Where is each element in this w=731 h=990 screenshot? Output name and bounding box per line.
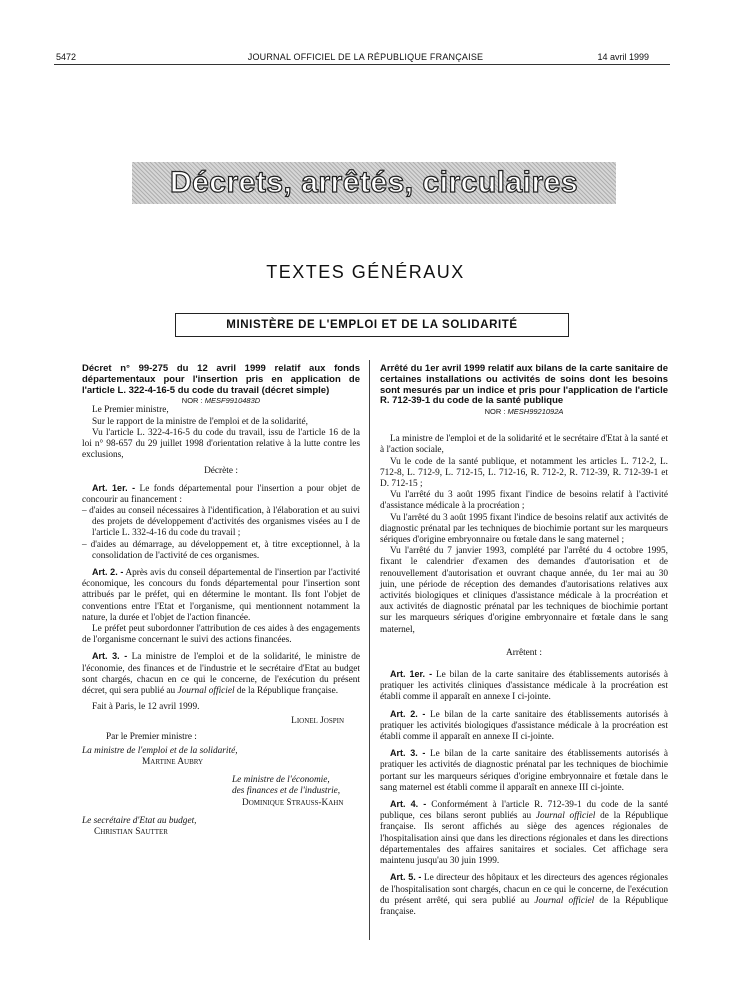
decree-article-3 bbox=[82, 651, 360, 697]
article-text: Le fonds départemental pour l'insertion a pour objet de concourir au financement : bbox=[82, 483, 361, 505]
list-item: – d'aides au démarrage, au développement et, à titre exceptionnel, à la consolidation de l'activité de ces organismes. bbox=[82, 539, 360, 561]
decree-article-2 bbox=[82, 567, 360, 624]
decree-article-1 bbox=[82, 483, 360, 506]
nor-value: MESH9921092A bbox=[507, 407, 564, 417]
decree-column bbox=[82, 364, 360, 838]
article-text: Le bilan de la carte sanitaire des établissements autorisés à pratiquer les activités de diagnostic prénatal par les techniques de biochimie portant sur les marqueurs sériques d'origine embryonnaire et fœtale dans le sang maternel est établi comme il apparaît en annexe III ci-jointe. bbox=[380, 749, 669, 793]
list-item: – d'aides au conseil nécessaires à l'identification, à l'élaboration et au suivi des projets de développement d'activités des organismes visées au I de l'article L. 332-4-16 du code du travail ; bbox=[82, 506, 360, 539]
column-divider bbox=[369, 360, 370, 940]
decree-para: Le Premier ministre, bbox=[92, 405, 169, 416]
arrete-para: Vu l'arrêté du 3 août 1995 fixant l'indice de besoins relatif aux activités de diagnostic prénatal par les techniques de biochimie portant sur les marqueurs sériques d'origine embryonnaire ou fœtale dans le sang maternel ; bbox=[380, 512, 668, 546]
journal-ref: Journal officiel bbox=[534, 895, 595, 906]
journal-title: JOURNAL OFFICIEL DE LA RÉPUBLIQUE FRANÇAISE bbox=[247, 52, 484, 62]
section-banner bbox=[132, 162, 616, 204]
arrete-article-4 bbox=[380, 799, 668, 867]
arrete-para: Vu l'arrêté du 7 janvier 1993, complété par l'arrêté du 4 octobre 1995, fixant le calendrier d'examen des demandes d'autorisation et de renouvellement d'autorisation et ouvrant chaque année, du 1er mai au 30 juin, une période de réception des demandes d'autorisations relatives aux activités biologiques et cliniques d'assistance médicale à la procréation et aux activités de diagnostic prénatal par les techniques de biochimie portant sur les marqueurs sériques d'origine embryonnaire et fœtale dans le sang maternel, bbox=[380, 546, 668, 635]
ministry-box: MINISTÈRE DE L'EMPLOI ET DE LA SOLIDARITÉ bbox=[175, 313, 569, 337]
decree-title: Décret n° 99-275 du 12 avril 1999 relatif aux fonds départementaux pour l'insertion pris en application de l'article L. 322-4-16-5 du code du travail (décret simple) bbox=[82, 363, 360, 396]
article-text: Conformément à l'article R. 712-39-1 du code de la santé publique, ces bilans seront publiés au bbox=[380, 800, 668, 822]
signer-role: des finances et de l'industrie, bbox=[232, 786, 341, 797]
article-text: Le bilan de la carte sanitaire des établissements autorisés à pratiquer les activités cliniques d'assistance médicale à la procréation est établi comme il apparaît en annexe I ci-jointe. bbox=[380, 670, 669, 703]
arrete-para: La ministre de l'emploi et de la solidarité et le secrétaire d'Etat à la santé et à l'action sociale, bbox=[380, 434, 668, 456]
journal-ref: Journal officiel bbox=[177, 686, 235, 697]
signature-place-date: Fait à Paris, le 12 avril 1999. bbox=[92, 702, 200, 713]
article-label: Art. 1er. - bbox=[390, 669, 433, 680]
article-text: de la République française. bbox=[380, 895, 669, 917]
arrete-article-5 bbox=[380, 872, 668, 918]
decree-decrete: Décrète : bbox=[204, 466, 238, 477]
article-text: Après avis du conseil départemental de l'insertion par l'activité économique, les concours du fonds départemental pour l'insertion sont attribués par le préfet, qui en détermine le montant. Ils font l'objet de conventions entre l'Etat et l'organisme, qui mentionnent notamment la nature, la durée et l'objet de l'action financée. bbox=[82, 568, 360, 623]
article-text: La ministre de l'emploi et de la solidarité, le ministre de l'économie, des finances et de l'industrie et le secrétaire d'Etat au budget sont chargés, chacun en ce qui le concerne, de l'exécution du présent décret, qui sera publié au bbox=[82, 652, 360, 697]
article-label: Art. 1er. - bbox=[92, 482, 136, 493]
article-label: Art. 5. - bbox=[390, 872, 422, 883]
decree-para: Vu l'article L. 322-4-16-5 du code du travail, issu de l'article 16 de la loi n° 98-657 du 29 juillet 1998 d'orientation relative à la lutte contre les exclusions, bbox=[82, 427, 360, 461]
signer-role: La ministre de l'emploi et de la solidarité, bbox=[82, 745, 238, 756]
article-label: Art. 4. - bbox=[390, 799, 427, 810]
par-pm: Par le Premier ministre : bbox=[106, 731, 197, 742]
signer-pm: Lionel Jospin bbox=[291, 716, 344, 727]
nor-label: NOR : bbox=[484, 407, 506, 417]
signer-role: Le ministre de l'économie, bbox=[232, 775, 330, 786]
signer-name: Martine Aubry bbox=[142, 757, 204, 768]
article-label: Art. 2. - bbox=[390, 708, 426, 719]
nor-label: NOR : bbox=[181, 396, 203, 406]
arrete-article-1 bbox=[380, 669, 668, 704]
page-number: 5472 bbox=[56, 52, 77, 62]
header-rule bbox=[54, 64, 670, 65]
nor-value: MESF9910483D bbox=[204, 396, 261, 406]
issue-date: 14 avril 1999 bbox=[597, 52, 649, 62]
article-text: Le bilan de la carte sanitaire des établissements autorisés à pratiquer les activités biologiques d'assistance médicale à la procréation est établi comme il apparaît en annexe II ci-jointe. bbox=[380, 709, 669, 743]
article-label: Art. 2. - bbox=[92, 567, 124, 578]
arrete-column bbox=[380, 364, 668, 918]
decree-para: Sur le rapport de la ministre de l'emploi et de la solidarité, bbox=[92, 416, 308, 427]
article-text: de la République française. bbox=[236, 686, 339, 697]
article-label: Art. 3. - bbox=[390, 748, 426, 759]
section-banner-text: Décrets, arrêtés, circulaires bbox=[169, 166, 579, 199]
journal-ref: Journal officiel bbox=[535, 811, 596, 822]
article-text: de la République française. Ils seront affichés au siège des agences régionales de l'hospitalisation ainsi que dans les directions régionales et dans les directions départementales des affaires sanitaires et sociales. Cet affichage sera maintenu jusqu'au 30 juin 1999. bbox=[380, 811, 668, 867]
section-title: TEXTES GÉNÉRAUX bbox=[266, 262, 465, 282]
arrete-para: Vu l'arrêté du 3 août 1995 fixant l'indice de besoins relatif à l'activité d'assistance médicale à la procréation ; bbox=[380, 490, 668, 512]
arrete-para: Vu le code de la santé publique, et notamment les articles L. 712-2, L. 712-8, L. 712-9, L. 712-15, L. 712-16, R. 712-2, R. 712-39, R. 712-39-1 et D. 712-15 ; bbox=[380, 456, 668, 489]
signer-name: Christian Sautter bbox=[94, 827, 168, 838]
signer-name: Dominique Strauss-Kahn bbox=[242, 797, 344, 808]
arrete-arretent: Arrêtent : bbox=[506, 647, 542, 658]
arrete-title: Arrêté du 1er avril 1999 relatif aux bilans de la carte sanitaire de certaines installations ou activités de soins dont les besoins sont mesurés par un indice et pris pour l'application de l'article R. 712-39-1 du code de la santé publique bbox=[380, 363, 668, 407]
decree-para: Le préfet peut subordonner l'attribution de ces aides à des engagements de l'organisme concernant le suivi des actions financées. bbox=[82, 624, 360, 646]
arrete-article-3 bbox=[380, 748, 668, 794]
arrete-nor bbox=[380, 407, 668, 416]
signer-role: Le secrétaire d'Etat au budget, bbox=[82, 815, 197, 826]
article-label: Art. 3. - bbox=[92, 651, 128, 662]
arrete-article-2 bbox=[380, 709, 668, 744]
article-text: Le directeur des hôpitaux et les directeurs des agences régionales de l'hospitalisation sont chargés, chacun en ce qui le concerne, de l'exécution du présent arrêté, qui sera publié au bbox=[380, 873, 668, 906]
decree-nor bbox=[82, 396, 360, 405]
